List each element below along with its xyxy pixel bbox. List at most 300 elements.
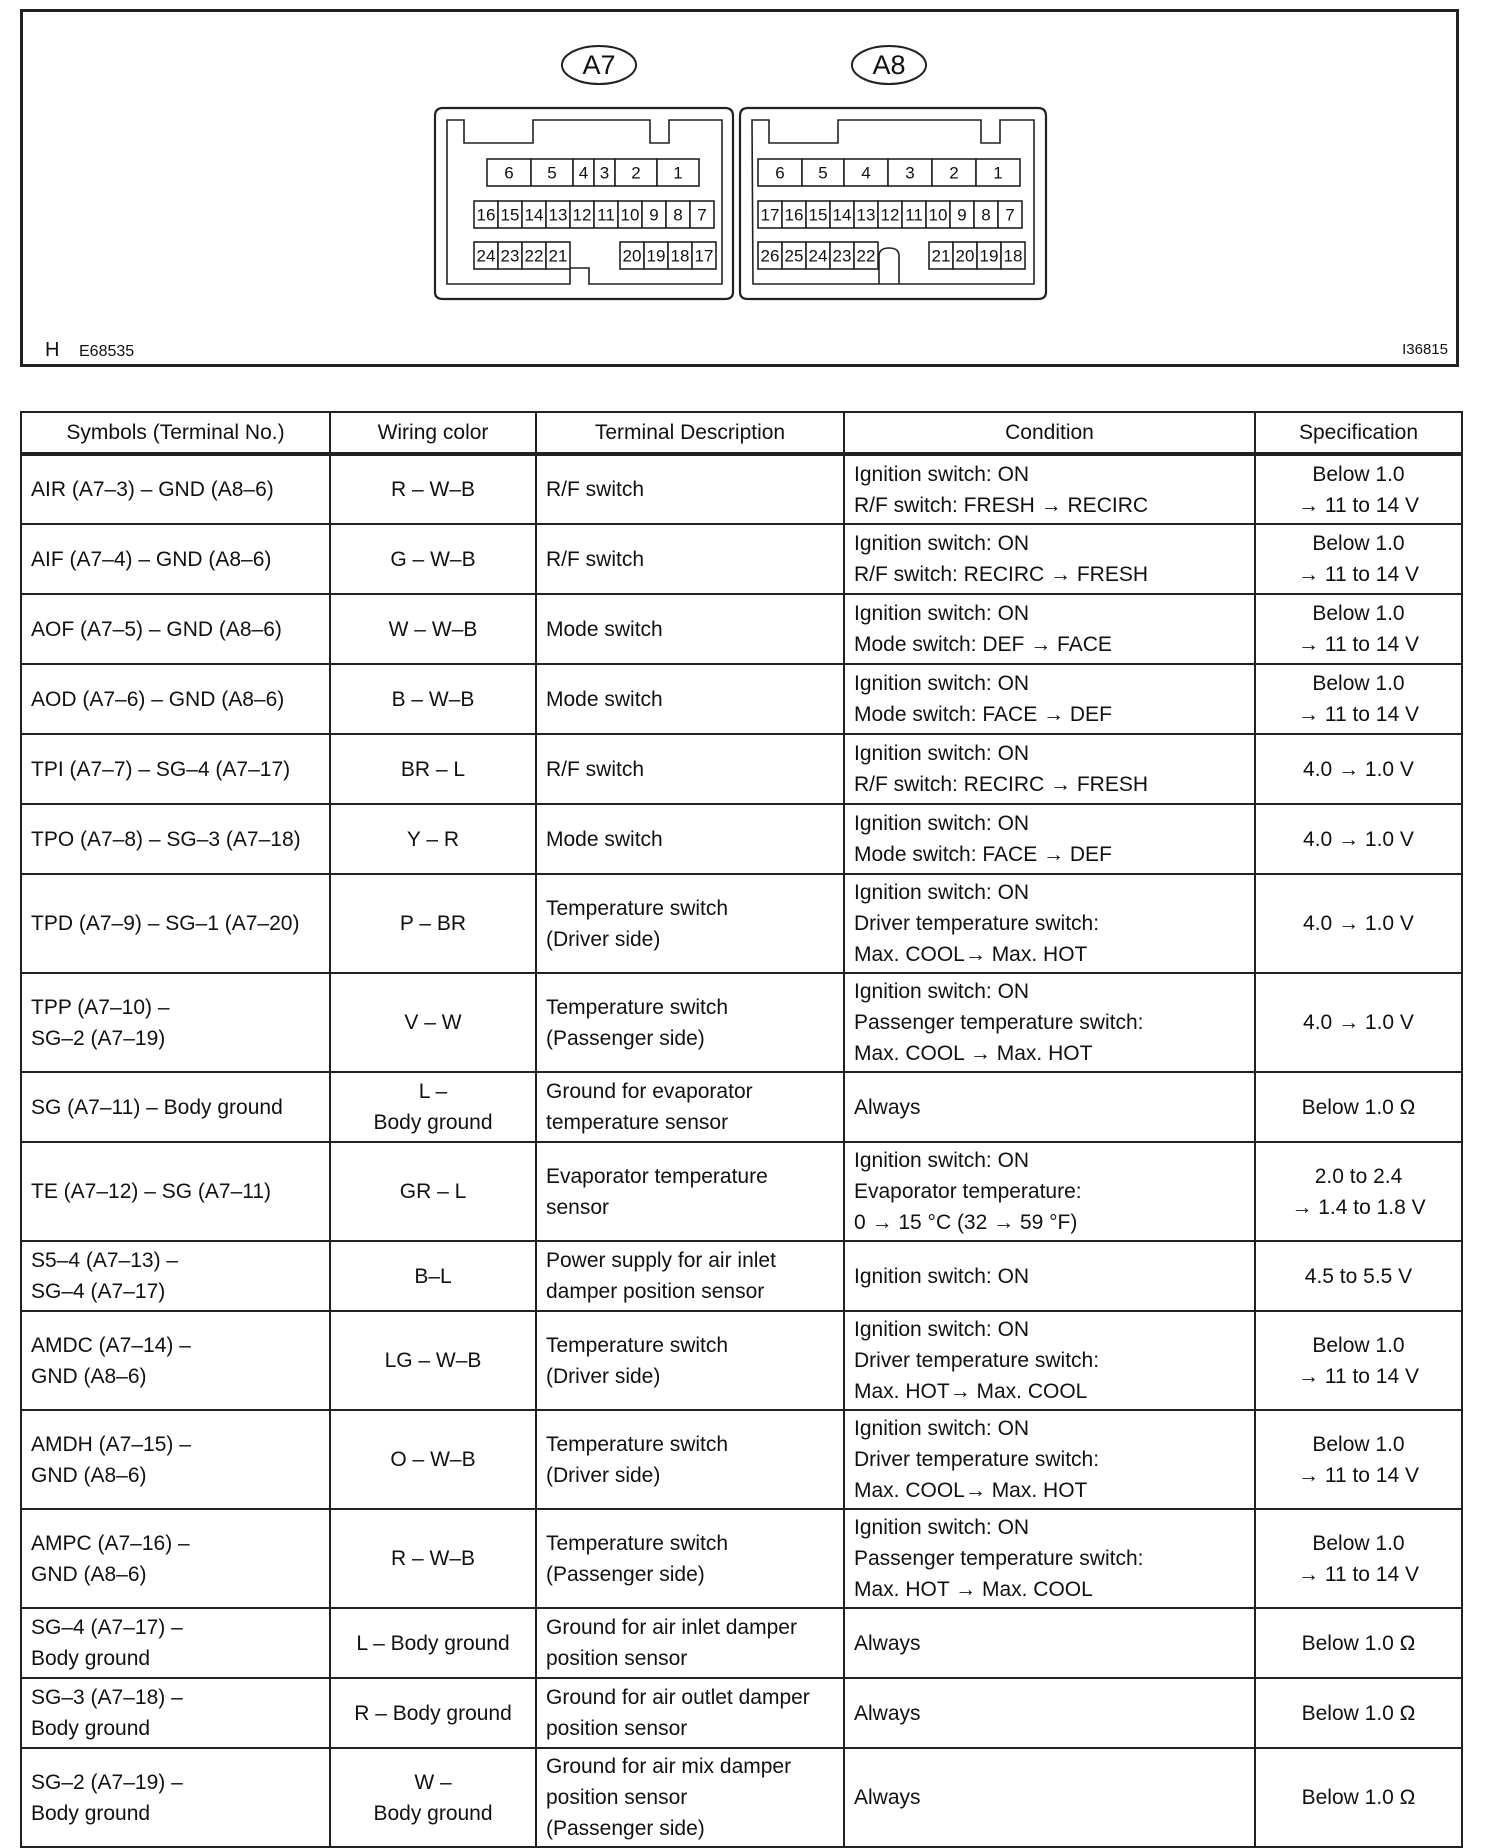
cell-terminal-description (536, 1748, 844, 1847)
cell-condition-line: Ignition switch: ON (854, 1417, 1030, 1440)
cell-condition-line: Mode switch: DEF → FACE (854, 633, 1112, 656)
cell-condition-line: Ignition switch: ON (854, 1149, 1030, 1172)
cell-symbols (21, 1509, 330, 1608)
cell-terminal-description (536, 1678, 844, 1748)
cell-symbols-line: TPO (A7–8) – SG–3 (A7–18) (31, 827, 301, 851)
connector-diagram (20, 9, 1459, 367)
cell-wiring-color-line: L – Body ground (356, 1631, 510, 1655)
cell-condition (844, 1142, 1255, 1241)
cell-specification-line: 2.0 to 2.4 (1314, 1164, 1403, 1188)
cell-wiring-color-line: R – W–B (390, 1547, 476, 1570)
table-row (21, 454, 1462, 524)
cell-specification-line: 4.0 → 1.0 V (1303, 827, 1414, 851)
terminal-pin: 4 (861, 163, 871, 183)
cell-specification-line: Below 1.0 (1312, 532, 1405, 555)
table-row (21, 1608, 1462, 1678)
cell-terminal-description (536, 734, 844, 804)
cell-terminal-description (536, 664, 844, 734)
cell-wiring-color-line: L – (418, 1080, 448, 1103)
terminal-pin: 17 (694, 246, 714, 266)
cell-specification (1255, 1748, 1462, 1847)
cell-symbols-line: TE (A7–12) – SG (A7–11) (31, 1180, 272, 1203)
cell-condition-line: Driver temperature switch: (854, 1349, 1100, 1372)
cell-symbols (21, 524, 330, 594)
cell-condition-line: Passenger temperature switch: (854, 1547, 1144, 1570)
cell-terminal-description-line: (Driver side) (546, 1463, 661, 1487)
cell-specification-line: Below 1.0 (1312, 462, 1405, 486)
terminal-pin: 22 (524, 246, 544, 266)
cell-specification (1255, 973, 1462, 1072)
terminal-pin: 18 (670, 246, 690, 266)
cell-terminal-description-line: Power supply for air inlet (546, 1249, 776, 1272)
terminal-pin: 16 (784, 205, 804, 225)
cell-specification-line: 4.0 → 1.0 V (1303, 1011, 1414, 1034)
cell-symbols (21, 734, 330, 804)
cell-specification (1255, 1608, 1462, 1678)
cell-symbols-line: SG–2 (A7–19) (31, 1026, 166, 1050)
cell-specification-line: → 11 to 14 V (1297, 1562, 1420, 1586)
cell-condition (844, 524, 1255, 594)
cell-terminal-description (536, 1509, 844, 1608)
cell-specification-line: → 11 to 14 V (1297, 633, 1420, 656)
cell-terminal-description-line: Ground for evaporator (546, 1080, 753, 1103)
cell-symbols-line: TPP (A7–10) – (31, 995, 170, 1019)
cell-specification-line: → 11 to 14 V (1297, 563, 1420, 586)
cell-wiring-color-line: R – W–B (390, 478, 476, 501)
cell-terminal-description (536, 804, 844, 874)
cell-terminal-description (536, 1311, 844, 1410)
cell-symbols-line: S5–4 (A7–13) – (31, 1249, 179, 1272)
cell-terminal-description (536, 524, 844, 594)
cell-terminal-description-line: Mode switch (546, 827, 663, 851)
cell-condition-line: Mode switch: FACE → DEF (854, 703, 1112, 726)
cell-specification-line: Below 1.0 (1312, 672, 1405, 695)
cell-condition (844, 1311, 1255, 1410)
terminal-spec-table (20, 411, 1463, 1848)
cell-wiring-color-line: LG – W–B (384, 1349, 482, 1372)
cell-terminal-description (536, 874, 844, 973)
cell-symbols-line: SG–2 (A7–19) – (31, 1770, 183, 1794)
cell-symbols-line: AMDH (A7–15) – (31, 1432, 191, 1456)
table-row (21, 734, 1462, 804)
cell-specification-line: 4.5 to 5.5 V (1304, 1264, 1413, 1288)
table-row (21, 973, 1462, 1072)
cell-terminal-description (536, 1241, 844, 1311)
cell-symbols (21, 594, 330, 664)
cell-terminal-description-line: Temperature switch (546, 1432, 729, 1456)
a8-key-notch (879, 248, 899, 284)
terminal-pins (474, 159, 1025, 269)
cell-wiring-color-line: BR – L (400, 757, 466, 781)
cell-terminal-description-line: position sensor (546, 1786, 688, 1809)
terminal-pin: 25 (784, 246, 804, 266)
cell-symbols (21, 804, 330, 874)
cell-condition-line: Ignition switch: ON (854, 980, 1030, 1003)
cell-terminal-description (536, 1608, 844, 1678)
cell-condition-line: Ignition switch: ON (854, 1516, 1030, 1539)
cell-wiring-color (330, 664, 536, 734)
a7-label: A7 (582, 50, 616, 80)
terminal-pin: 9 (649, 205, 659, 225)
cell-symbols (21, 1072, 330, 1142)
cell-specification-line: 4.0 → 1.0 V (1303, 757, 1414, 781)
terminal-pin: 21 (548, 246, 568, 266)
cell-condition-line: Ignition switch: ON (854, 742, 1030, 765)
cell-condition-line: Always (854, 1701, 921, 1725)
cell-terminal-description-line: Evaporator temperature (546, 1164, 768, 1188)
terminal-pin: 1 (993, 163, 1003, 183)
cell-wiring-color-line: P – BR (399, 912, 467, 935)
cell-wiring-color-line: GR – L (399, 1180, 467, 1203)
cell-wiring-color-line: W – W–B (388, 617, 478, 641)
cell-terminal-description-line: R/F switch (546, 478, 645, 501)
cell-specification-line: Below 1.0 (1312, 1333, 1405, 1357)
terminal-pin: 2 (631, 163, 641, 183)
cell-specification-line: Below 1.0 Ω (1301, 1701, 1416, 1725)
cell-symbols (21, 1142, 330, 1241)
table-row (21, 1072, 1462, 1142)
cell-condition-line: Ignition switch: ON (854, 881, 1030, 904)
cell-specification-line: Below 1.0 (1312, 1432, 1405, 1456)
cell-condition-line: Ignition switch: ON (854, 1318, 1030, 1341)
terminal-pin: 5 (547, 163, 557, 183)
cell-specification-line: Below 1.0 (1312, 1531, 1405, 1555)
table-row (21, 1311, 1462, 1410)
terminal-pin: 20 (622, 246, 642, 266)
cell-terminal-description-line: Ground for air inlet damper (546, 1616, 797, 1639)
cell-condition (844, 973, 1255, 1072)
cell-specification (1255, 524, 1462, 594)
cell-symbols (21, 664, 330, 734)
cell-condition-line: Always (854, 1095, 921, 1119)
cell-symbols-line: Body ground (31, 1717, 151, 1740)
cell-specification-line: Below 1.0 Ω (1301, 1095, 1416, 1119)
cell-condition-line: Ignition switch: ON (854, 462, 1030, 486)
terminal-pin: 9 (957, 205, 967, 225)
cell-wiring-color (330, 973, 536, 1072)
terminal-pin: 11 (597, 205, 615, 225)
cell-terminal-description (536, 1410, 844, 1509)
cell-condition-line: 0 → 15 °C (32 → 59 °F) (854, 1211, 1078, 1234)
cell-symbols-line: TPD (A7–9) – SG–1 (A7–20) (31, 912, 300, 935)
figure-code: I36815 (1402, 341, 1448, 358)
terminal-pin: 3 (599, 163, 610, 183)
cell-condition (844, 874, 1255, 973)
cell-terminal-description-line: Temperature switch (546, 1531, 729, 1555)
cell-terminal-description-line: Mode switch (546, 617, 663, 641)
cell-condition-line: Max. COOL→ Max. HOT (854, 1479, 1088, 1502)
cell-terminal-description-line: R/F switch (546, 547, 645, 571)
cell-condition-line: Max. HOT→ Max. COOL (854, 1380, 1088, 1403)
a8-label: A8 (872, 50, 906, 80)
cell-terminal-description-line: Temperature switch (546, 896, 729, 920)
terminal-pin: 4 (578, 163, 589, 183)
cell-terminal-description-line: (Driver side) (546, 927, 661, 951)
cell-condition (844, 1678, 1255, 1748)
cell-specification (1255, 804, 1462, 874)
header-terminal-description: Terminal Description (536, 412, 844, 454)
cell-wiring-color (330, 1509, 536, 1608)
cell-condition-line: Max. COOL→ Max. HOT (854, 943, 1088, 966)
cell-symbols-line: AIR (A7–3) – GND (A8–6) (31, 478, 274, 501)
cell-wiring-color-line: B–L (414, 1264, 452, 1288)
cell-terminal-description (536, 1142, 844, 1241)
cell-symbols-line: SG–3 (A7–18) – (31, 1686, 183, 1709)
cell-terminal-description-line: (Passenger side) (546, 1562, 705, 1586)
terminal-pin: 15 (808, 205, 828, 225)
cell-condition-line: Ignition switch: ON (854, 672, 1030, 695)
cell-symbols-line: AMDC (A7–14) – (31, 1333, 191, 1357)
cell-specification (1255, 874, 1462, 973)
cell-terminal-description-line: temperature sensor (546, 1111, 729, 1134)
cell-symbols-line: GND (A8–6) (31, 1562, 147, 1586)
cell-wiring-color-line: O – W–B (390, 1448, 476, 1471)
cell-symbols (21, 1608, 330, 1678)
cell-wiring-color (330, 524, 536, 594)
cell-specification (1255, 1509, 1462, 1608)
table-row (21, 1241, 1462, 1311)
cell-specification-line: → 11 to 14 V (1297, 1463, 1420, 1487)
terminal-pin: 20 (955, 246, 975, 266)
cell-condition-line: Always (854, 1786, 921, 1809)
cell-terminal-description-line: (Passenger side) (546, 1817, 705, 1840)
cell-symbols-line: TPI (A7–7) – SG–4 (A7–17) (31, 757, 291, 781)
terminal-pin: 22 (856, 246, 876, 266)
cell-specification-line: Below 1.0 Ω (1301, 1631, 1416, 1655)
cell-terminal-description-line: Ground for air mix damper (546, 1755, 792, 1778)
cell-terminal-description-line: R/F switch (546, 757, 645, 781)
cell-condition (844, 1509, 1255, 1608)
cell-specification-line: Below 1.0 (1312, 602, 1405, 625)
cell-terminal-description-line: (Driver side) (546, 1364, 661, 1388)
cell-wiring-color (330, 1678, 536, 1748)
cell-condition-line: Ignition switch: ON (854, 1264, 1030, 1288)
terminal-pin: 12 (572, 205, 592, 225)
terminal-pin: 19 (646, 246, 666, 266)
cell-terminal-description-line: position sensor (546, 1717, 688, 1740)
terminal-pin: 16 (476, 205, 496, 225)
cell-condition (844, 804, 1255, 874)
cell-wiring-color (330, 1072, 536, 1142)
terminal-pin: 5 (818, 163, 828, 183)
terminal-pin: 23 (500, 246, 520, 266)
terminal-pin: 24 (476, 246, 496, 266)
terminal-pin: 24 (808, 246, 828, 266)
cell-condition-line: R/F switch: FRESH → RECIRC (854, 493, 1149, 517)
cell-symbols-line: AIF (A7–4) – GND (A8–6) (31, 547, 272, 571)
table-row (21, 664, 1462, 734)
cell-specification (1255, 594, 1462, 664)
terminal-pin: 2 (949, 163, 959, 183)
cell-symbols-line: GND (A8–6) (31, 1463, 147, 1487)
cell-terminal-description-line: Mode switch (546, 687, 663, 711)
cell-specification-line: → 1.4 to 1.8 V (1291, 1195, 1426, 1219)
cell-wiring-color (330, 1241, 536, 1311)
cell-symbols (21, 874, 330, 973)
terminal-pin: 10 (928, 205, 948, 225)
cell-condition (844, 1072, 1255, 1142)
table-row (21, 1142, 1462, 1241)
cell-wiring-color-line: Y – R (406, 827, 460, 851)
cell-symbols-line: SG (A7–11) – Body ground (31, 1095, 283, 1119)
cell-symbols (21, 1410, 330, 1509)
cell-specification-line: → 11 to 14 V (1297, 1364, 1420, 1388)
cell-symbols-line: Body ground (31, 1801, 151, 1825)
cell-terminal-description-line: damper position sensor (546, 1280, 765, 1303)
cell-condition-line: Max. HOT → Max. COOL (854, 1578, 1093, 1601)
terminal-pin: 14 (832, 205, 852, 225)
cell-condition-line: R/F switch: RECIRC → FRESH (854, 563, 1149, 586)
terminal-pin: 11 (905, 205, 923, 225)
cell-terminal-description (536, 1072, 844, 1142)
cell-terminal-description-line: Temperature switch (546, 995, 729, 1019)
cell-condition-line: Evaporator temperature: (854, 1180, 1082, 1203)
cell-specification-line: Below 1.0 Ω (1301, 1786, 1416, 1809)
cell-condition-line: Ignition switch: ON (854, 532, 1030, 555)
table-row (21, 804, 1462, 874)
terminal-pin: 7 (697, 205, 707, 225)
cell-condition (844, 1608, 1255, 1678)
cell-symbols-line: AOF (A7–5) – GND (A8–6) (31, 617, 282, 641)
table-row (21, 1509, 1462, 1608)
cell-condition (844, 454, 1255, 524)
terminal-pin: 8 (981, 205, 991, 225)
cell-specification (1255, 664, 1462, 734)
cell-specification-line: → 11 to 14 V (1297, 703, 1420, 726)
table-row (21, 594, 1462, 664)
terminal-pin: 8 (673, 205, 683, 225)
terminal-pin: 18 (1003, 246, 1023, 266)
cell-symbols (21, 1748, 330, 1847)
header-condition: Condition (844, 412, 1255, 454)
table-row (21, 1748, 1462, 1847)
cell-specification (1255, 1072, 1462, 1142)
cell-condition-line: Ignition switch: ON (854, 602, 1030, 625)
table-row (21, 874, 1462, 973)
cell-terminal-description (536, 454, 844, 524)
ref-letter: H (45, 339, 60, 361)
header-symbols: Symbols (Terminal No.) (21, 412, 330, 454)
header-specification: Specification (1255, 412, 1462, 454)
table-row (21, 1678, 1462, 1748)
cell-wiring-color (330, 454, 536, 524)
cell-symbols (21, 454, 330, 524)
cell-wiring-color-line: W – (414, 1770, 452, 1794)
terminal-pin: 21 (931, 246, 951, 266)
cell-symbols (21, 973, 330, 1072)
cell-specification (1255, 734, 1462, 804)
cell-wiring-color-line: Body ground (373, 1801, 493, 1825)
terminal-pin: 13 (856, 205, 876, 225)
terminal-pin: 13 (548, 205, 568, 225)
cell-wiring-color (330, 1748, 536, 1847)
cell-symbols (21, 1241, 330, 1311)
cell-symbols-line: AOD (A7–6) – GND (A8–6) (31, 687, 285, 711)
cell-wiring-color (330, 734, 536, 804)
cell-symbols (21, 1678, 330, 1748)
cell-terminal-description (536, 594, 844, 664)
terminal-pin: 10 (620, 205, 640, 225)
cell-condition (844, 1748, 1255, 1847)
cell-wiring-color-line: Body ground (373, 1111, 493, 1134)
cell-specification-line: 4.0 → 1.0 V (1303, 912, 1414, 935)
cell-symbols-line: Body ground (31, 1647, 151, 1670)
cell-wiring-color (330, 1410, 536, 1509)
cell-terminal-description-line: (Passenger side) (546, 1026, 705, 1050)
cell-specification (1255, 1311, 1462, 1410)
cell-terminal-description (536, 973, 844, 1072)
cell-symbols-line: SG–4 (A7–17) (31, 1280, 166, 1303)
cell-terminal-description-line: Temperature switch (546, 1333, 729, 1357)
cell-symbols-line: SG–4 (A7–17) – (31, 1616, 183, 1639)
terminal-pin: 19 (979, 246, 999, 266)
cell-condition-line: Driver temperature switch: (854, 912, 1100, 935)
table-row (21, 524, 1462, 594)
cell-wiring-color (330, 1608, 536, 1678)
terminal-pin: 17 (760, 205, 780, 225)
cell-condition (844, 594, 1255, 664)
terminal-pin: 6 (504, 163, 514, 183)
cell-condition-line: Passenger temperature switch: (854, 1011, 1144, 1034)
cell-terminal-description-line: Ground for air outlet damper (546, 1686, 810, 1709)
cell-specification (1255, 454, 1462, 524)
cell-wiring-color (330, 594, 536, 664)
cell-condition-line: R/F switch: RECIRC → FRESH (854, 773, 1149, 796)
table-row (21, 1410, 1462, 1509)
terminal-pin: 23 (832, 246, 852, 266)
terminal-pin: 26 (760, 246, 780, 266)
cell-condition (844, 734, 1255, 804)
terminal-pin: 12 (880, 205, 900, 225)
cell-symbols-line: AMPC (A7–16) – (31, 1531, 190, 1555)
cell-condition-line: Max. COOL → Max. HOT (854, 1042, 1093, 1065)
terminal-pin: 6 (775, 163, 785, 183)
cell-wiring-color-line: R – Body ground (354, 1701, 512, 1725)
cell-specification (1255, 1241, 1462, 1311)
table-body (21, 454, 1462, 1847)
ref-code: E68535 (79, 343, 135, 360)
cell-specification (1255, 1142, 1462, 1241)
cell-condition (844, 1241, 1255, 1311)
cell-specification (1255, 1410, 1462, 1509)
terminal-pin: 14 (524, 205, 544, 225)
terminal-pin: 15 (500, 205, 520, 225)
cell-specification (1255, 1678, 1462, 1748)
terminal-pin: 1 (673, 163, 683, 183)
cell-wiring-color (330, 1311, 536, 1410)
header-wiring-color: Wiring color (330, 412, 536, 454)
terminal-pin: 3 (905, 163, 915, 183)
cell-condition-line: Ignition switch: ON (854, 812, 1030, 835)
cell-condition-line: Driver temperature switch: (854, 1448, 1100, 1471)
connector-drawing (23, 12, 1456, 364)
cell-symbols-line: GND (A8–6) (31, 1364, 147, 1388)
cell-condition (844, 664, 1255, 734)
cell-wiring-color (330, 1142, 536, 1241)
cell-specification-line: → 11 to 14 V (1297, 493, 1420, 517)
cell-wiring-color (330, 804, 536, 874)
cell-condition-line: Always (854, 1631, 921, 1655)
cell-terminal-description-line: position sensor (546, 1647, 688, 1670)
cell-terminal-description-line: sensor (546, 1195, 610, 1219)
cell-condition (844, 1410, 1255, 1509)
cell-condition-line: Mode switch: FACE → DEF (854, 843, 1112, 866)
table-header-row (21, 412, 1462, 454)
cell-wiring-color-line: B – W–B (391, 687, 475, 711)
cell-symbols (21, 1311, 330, 1410)
cell-wiring-color-line: G – W–B (390, 547, 476, 571)
terminal-pin: 7 (1005, 205, 1015, 225)
